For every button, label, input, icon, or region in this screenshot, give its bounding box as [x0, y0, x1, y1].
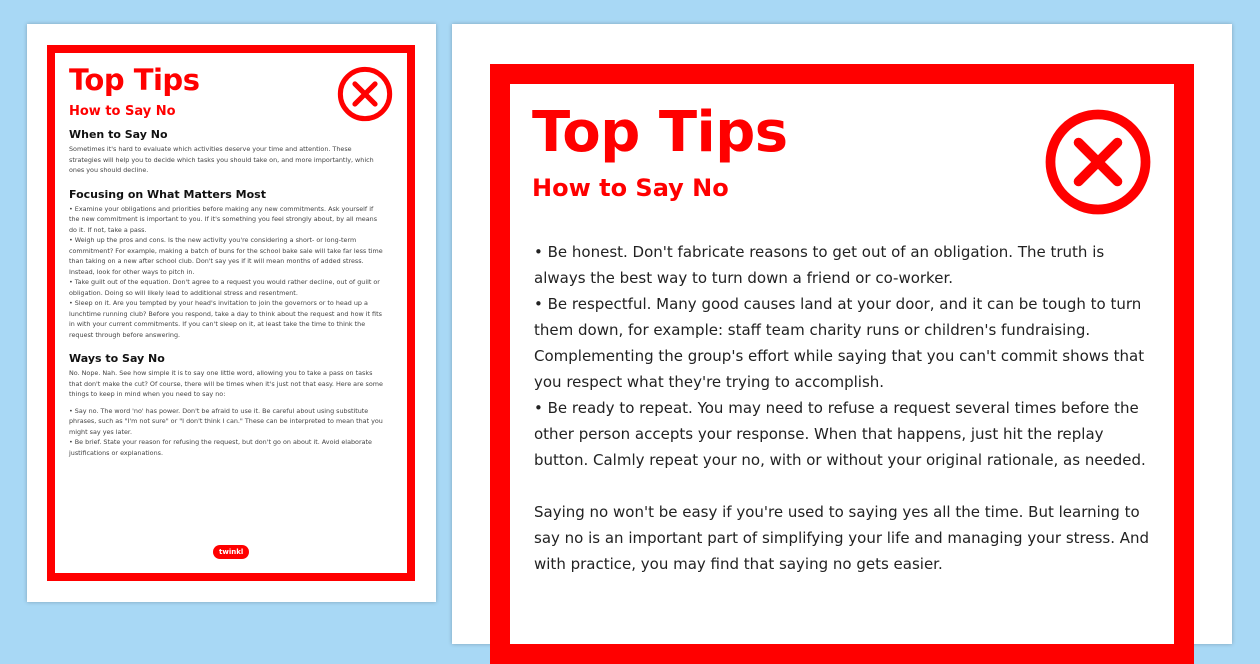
bullet-paragraph: • Be respectful. Many good causes land at your door, and it can be tough to turn them down, for example: staff team charity runs or children's fundraising. Complementing the group's effort while saying that you can't commit shows that you respect what they're trying to accomplish.	[534, 295, 1145, 391]
bullet-paragraph: • Be honest. Don't fabricate reasons to get out of an obligation. The truth is always the best way to turn down a friend or co-worker.	[534, 243, 1105, 287]
document-page-small	[27, 24, 436, 602]
page-subtitle: How to Say No	[69, 104, 176, 119]
section-heading: Focusing on What Matters Most	[69, 187, 266, 201]
paragraph: Sometimes it's hard to evaluate which activities deserve your time and attention. These strategies will help you to decide which tasks you should take on, and more importantly, which ones you should decline.	[69, 145, 374, 174]
close-circle-icon	[1044, 108, 1152, 216]
document-page-large	[452, 24, 1232, 644]
page-subtitle: How to Say No	[532, 174, 729, 202]
section-heading: When to Say No	[69, 128, 168, 141]
bullet-paragraph: • Examine your obligations and priorities before making any new commitments. Ask yourself if the new commitment is important to you. If it's something you feel strongly about, by all means do it. If not, take a pass.	[69, 204, 378, 234]
bullet-paragraph: • Say no. The word 'no' has power. Don't be afraid to use it. Be careful about using substitute phrases, such as "I'm not sure" or "I don't think I can." These can be interpreted to mean that you might say yes later.	[69, 406, 383, 436]
bullet-paragraph: • Be ready to repeat. You may need to refuse a request several times before the other person accepts your response. When that happens, just hit the replay button. Calmly repeat your no, with or without your original rationale, as needed.	[534, 399, 1146, 469]
section-ways-to-say-no	[69, 352, 385, 458]
bullet-paragraph: • Sleep on it. Are you tempted by your head's invitation to join the governors or to head up a lunchtime running club? Before you respond, take a day to think about the request and how it fits in with your current commitments. If you can't sleep on it, at least take the time to think the request through before answering.	[69, 299, 382, 339]
page-title: Top Tips	[69, 63, 200, 97]
paragraph: No. Nope. Nah. See how simple it is to say one little word, allowing you to take a pass on tasks that don't make the cut? Of course, there will be times when it's just not that easy. Here are some things to keep in mind when you need to say no:	[69, 369, 383, 398]
section-heading: Ways to Say No	[69, 352, 165, 365]
document-body	[534, 239, 1154, 577]
closing-paragraph: Saying no won't be easy if you're used to saying yes all the time. But learning to say no is an important part of simplifying your life and managing your stress. And with practice, you may find that saying no gets easier.	[534, 503, 1150, 573]
section-when-to-say-no	[69, 128, 385, 176]
page-title: Top Tips	[532, 100, 788, 165]
section-focusing	[69, 188, 385, 341]
bullet-paragraph: • Weigh up the pros and cons. Is the new activity you're considering a short- or long-term commitment? For example, making a batch of buns for the school bake sale will take far less time than taking on a new after school club. Don't say yes if it will mean months of added stress. Instead, look for other ways to pitch in.	[69, 236, 383, 276]
bullet-paragraph: • Take guilt out of the equation. Don't agree to a request you would rather decline, out of guilt or obligation. Doing so will likely lead to additional stress and resentment.	[69, 278, 380, 297]
close-circle-icon	[337, 66, 393, 122]
twinkl-logo: twinkl	[213, 545, 249, 559]
bullet-paragraph: • Be brief. State your reason for refusing the request, but don't go on about it. Avoid elaborate justifications or explanations.	[69, 438, 372, 457]
document-body	[69, 128, 385, 458]
